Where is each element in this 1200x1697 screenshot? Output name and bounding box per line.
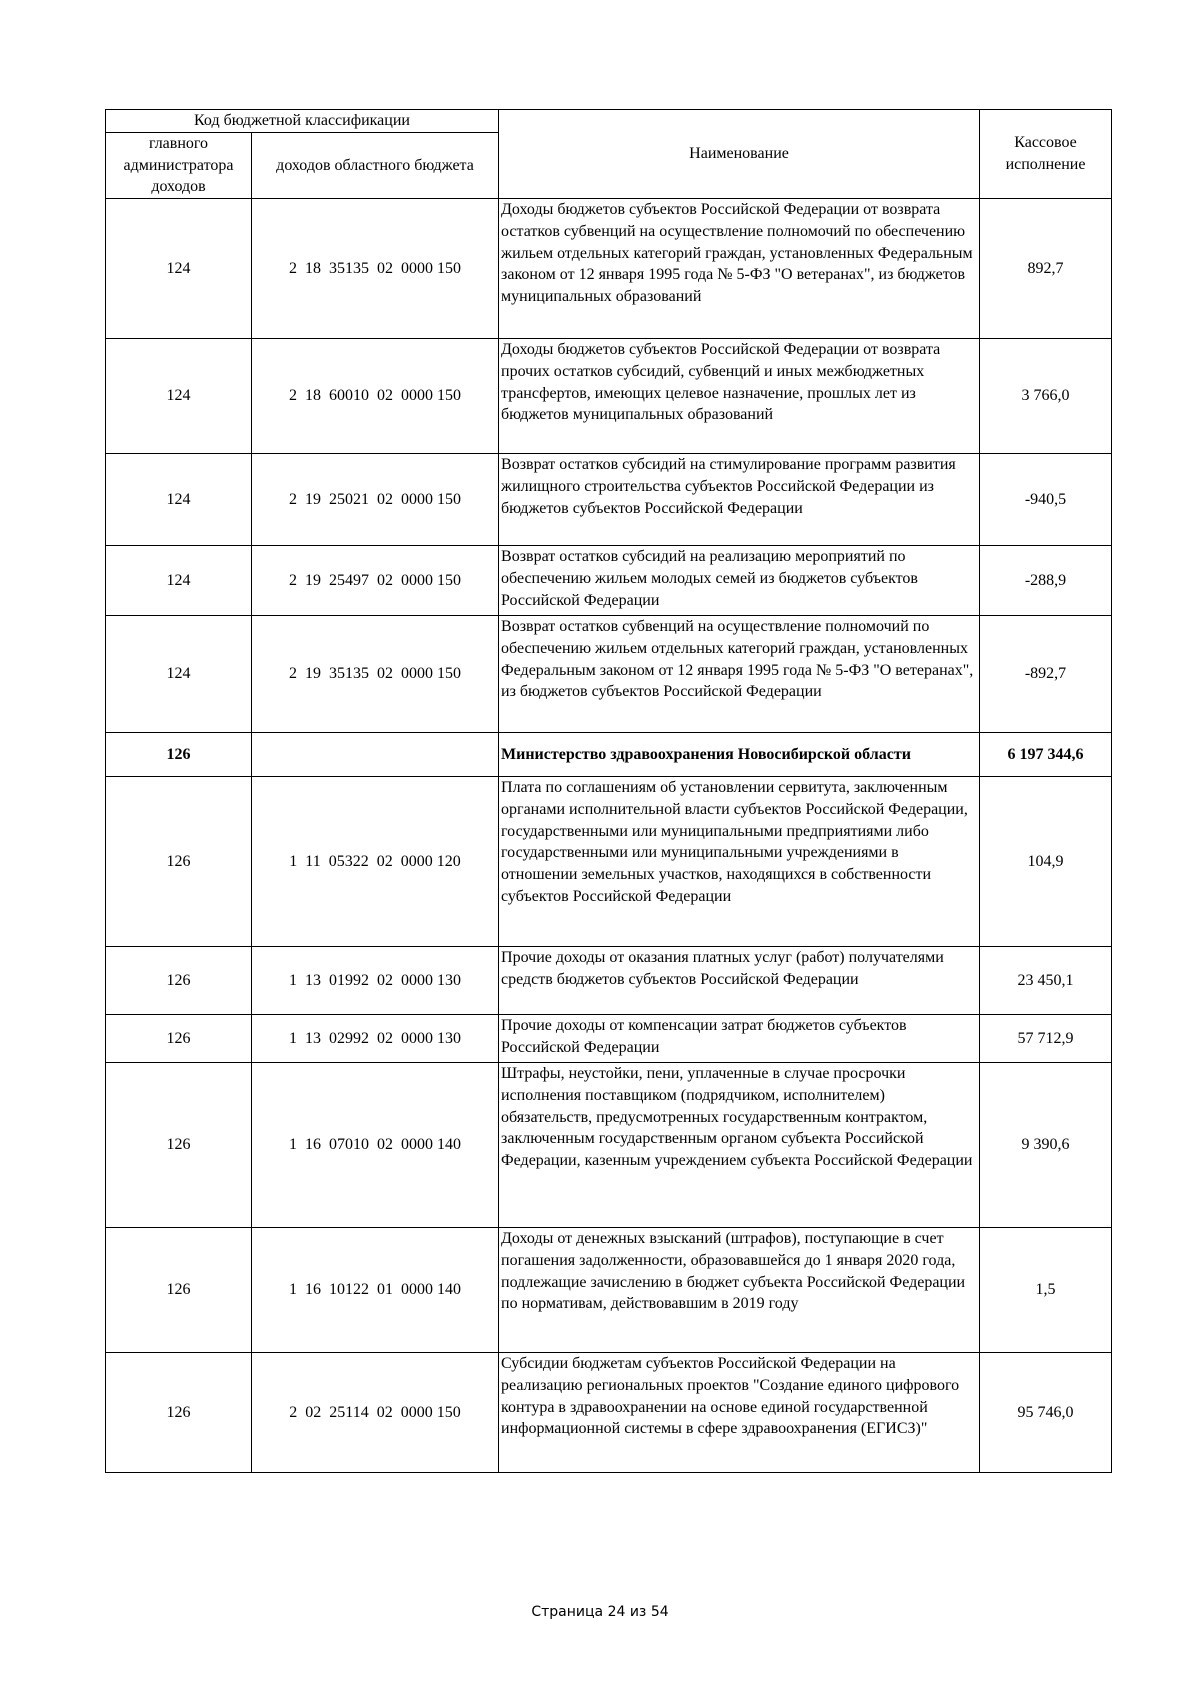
budget-table <box>105 109 1112 1473</box>
income-code-cell: 2 19 35135 02 0000 150 <box>252 616 499 733</box>
table-row <box>106 1353 1112 1473</box>
name-cell: Возврат остатков субсидий на стимулирование программ развития жилищного строительства субъектов Российской Федерации из бюджетов субъектов Российской Федерации <box>499 454 980 546</box>
table-row <box>106 454 1112 546</box>
sum-cell: 104,9 <box>980 777 1112 947</box>
name-cell: Возврат остатков субвенций на осуществление полномочий по обеспечению жильем отдельных категорий граждан, установленных Федеральным законом от 12 января 1995 года № 5-ФЗ "О ветеранах", из бюджетов субъектов Российской Федерации <box>499 616 980 733</box>
income-code-cell: 2 19 25497 02 0000 150 <box>252 546 499 616</box>
sum-column-header: Кассовое исполнение <box>980 110 1112 199</box>
admin-code-cell: 124 <box>106 616 252 733</box>
sum-cell: 23 450,1 <box>980 947 1112 1015</box>
name-cell: Доходы от денежных взысканий (штрафов), поступающие в счет погашения задолженности, образовавшейся до 1 января 2020 года, подлежащие зачислению в бюджет субъекта Российской Федерации по нормативам, действовавшим в 2019 году <box>499 1228 980 1353</box>
sum-cell: 3 766,0 <box>980 339 1112 454</box>
sum-cell: 6 197 344,6 <box>980 733 1112 777</box>
admin-code-cell: 124 <box>106 454 252 546</box>
page-footer: Страница 24 из 54 <box>531 1604 669 1620</box>
table-row <box>106 1015 1112 1063</box>
sum-cell: 95 746,0 <box>980 1353 1112 1473</box>
name-cell: Субсидии бюджетам субъектов Российской Федерации на реализацию региональных проектов "Создание единого цифрового контура в здравоохранении на основе единой государственной информационной системы в сфере здравоохранения (ЕГИСЗ)" <box>499 1353 980 1473</box>
table-row <box>106 616 1112 733</box>
kbk-group-header: Код бюджетной классификации <box>106 110 499 133</box>
table-header <box>106 110 1112 199</box>
admin-code-cell: 124 <box>106 199 252 339</box>
name-cell: Доходы бюджетов субъектов Российской Федерации от возврата остатков субвенций на осуществление полномочий по обеспечению жильем отдельных категорий граждан, установленных Федеральным законом от 12 января 1995 года № 5-ФЗ "О ветеранах", из бюджетов муниципальных образований <box>499 199 980 339</box>
admin-code-cell: 124 <box>106 546 252 616</box>
sum-cell: 9 390,6 <box>980 1063 1112 1228</box>
admin-code-cell: 126 <box>106 733 252 777</box>
name-cell: Плата по соглашениям об установлении сервитута, заключенным органами исполнительной власти субъектов Российской Федерации, государственными или муниципальными предприятиями либо государственными или муниципальными учреждениями в отношении земельных участков, находящихся в собственности субъектов Российской Федерации <box>499 777 980 947</box>
sum-cell: -892,7 <box>980 616 1112 733</box>
admin-code-cell: 124 <box>106 339 252 454</box>
income-code-cell: 1 16 07010 02 0000 140 <box>252 1063 499 1228</box>
table-row <box>106 546 1112 616</box>
sum-cell: 1,5 <box>980 1228 1112 1353</box>
name-cell: Штрафы, неустойки, пени, уплаченные в случае просрочки исполнения поставщиком (подрядчиком, исполнителем) обязательств, предусмотренных государственным контрактом, заключенным государственным органом субъекта Российской Федерации, казенным учреждением субъекта Российской Федерации <box>499 1063 980 1228</box>
name-cell: Возврат остатков субсидий на реализацию мероприятий по обеспечению жильем молодых семей из бюджетов субъектов Российской Федерации <box>499 546 980 616</box>
table-row <box>106 1228 1112 1353</box>
income-column-header: доходов областного бюджета <box>252 132 499 198</box>
admin-code-cell: 126 <box>106 1228 252 1353</box>
admin-code-cell: 126 <box>106 1353 252 1473</box>
income-code-cell <box>252 733 499 777</box>
sum-cell: 892,7 <box>980 199 1112 339</box>
income-code-cell: 2 18 35135 02 0000 150 <box>252 199 499 339</box>
admin-code-cell: 126 <box>106 1015 252 1063</box>
name-cell: Доходы бюджетов субъектов Российской Федерации от возврата прочих остатков субсидий, субвенций и иных межбюджетных трансфертов, имеющих целевое назначение, прошлых лет из бюджетов муниципальных образований <box>499 339 980 454</box>
name-column-header: Наименование <box>499 110 980 199</box>
table-row <box>106 777 1112 947</box>
name-cell: Прочие доходы от оказания платных услуг (работ) получателями средств бюджетов субъектов Российской Федерации <box>499 947 980 1015</box>
income-code-cell: 2 02 25114 02 0000 150 <box>252 1353 499 1473</box>
admin-code-cell: 126 <box>106 777 252 947</box>
table-row <box>106 1063 1112 1228</box>
sum-cell: -288,9 <box>980 546 1112 616</box>
sum-cell: -940,5 <box>980 454 1112 546</box>
table-row <box>106 733 1112 777</box>
table-row <box>106 199 1112 339</box>
name-cell: Министерство здравоохранения Новосибирской области <box>499 733 980 777</box>
name-cell: Прочие доходы от компенсации затрат бюджетов субъектов Российской Федерации <box>499 1015 980 1063</box>
income-code-cell: 1 11 05322 02 0000 120 <box>252 777 499 947</box>
admin-column-header: главного администратора доходов <box>106 132 252 198</box>
income-code-cell: 2 18 60010 02 0000 150 <box>252 339 499 454</box>
sum-cell: 57 712,9 <box>980 1015 1112 1063</box>
admin-code-cell: 126 <box>106 947 252 1015</box>
admin-code-cell: 126 <box>106 1063 252 1228</box>
income-code-cell: 1 16 10122 01 0000 140 <box>252 1228 499 1353</box>
table-row <box>106 339 1112 454</box>
table-body <box>106 199 1112 1473</box>
income-code-cell: 1 13 01992 02 0000 130 <box>252 947 499 1015</box>
income-code-cell: 1 13 02992 02 0000 130 <box>252 1015 499 1063</box>
table-row <box>106 947 1112 1015</box>
income-code-cell: 2 19 25021 02 0000 150 <box>252 454 499 546</box>
